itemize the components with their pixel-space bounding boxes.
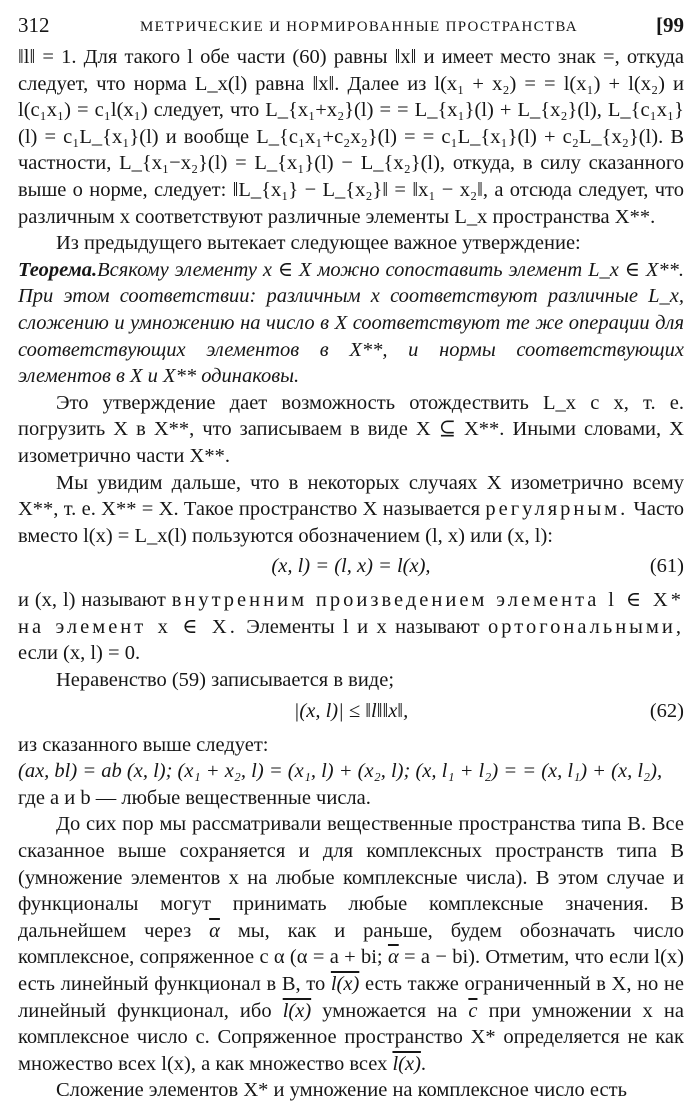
page-number: 312 <box>18 13 50 37</box>
complex-text-c: = a − bi). Отметим, что если l(x) есть линейный функционал в B, то <box>18 946 684 995</box>
equation-62-body: |(x, l)| ≤ ‖l‖‖x‖, <box>293 699 409 722</box>
page-header <box>18 10 684 44</box>
inner-product-text-a: и (x, l) называют <box>18 589 166 612</box>
running-title: МЕТРИЧЕСКИЕ И НОРМИРОВАННЫЕ ПРОСТРАНСТВА <box>140 19 578 35</box>
alpha-bar-symbol: $\overline{\alpha}$ <box>209 919 220 942</box>
orthogonal-term: ортогональными, <box>488 615 685 638</box>
regular-term: регулярным. <box>485 498 629 521</box>
complex-text-a: До сих пор мы рассматривали вещественные пространства типа B. Все сказанное выше сохраняется и для комплексных пространств типа B (умножение элементов x на любые комплексные числа). В этом случае и функционалы могут принимать любые комплексные значения. В дальнейшем через <box>18 813 684 942</box>
complex-text-e: умножается на <box>311 999 469 1022</box>
section-number: [99 <box>656 13 684 37</box>
complex-text-b: мы, как и раньше, будем обозначать число комплексное, сопряженное с α (α = a + bi; <box>18 919 684 969</box>
conjugate-functional-3: l(x) <box>392 1052 421 1075</box>
equation-61-number: (61) <box>649 555 684 578</box>
paragraph-norm-continuation: ‖l‖ = 1. Для такого l обе части (60) равны ‖x‖ и имеет место знак =, откуда следует, что норма L_x(l) равна ‖x‖. Далее из l(x₁ + x₂) = = l(x₁) + l(x₂) и l(c₁x₁) = c₁l(x₁) следует, что L_{x₁+x₂}(l) = = L_{x₁}(l) + L_{x₂}(l), L_{c₁x₁}(l) = c₁L_{x₁}(l) и вообще L_{c₁x₁+c₂x₂}(l) = = c₁L_{x₁}(l) + c₂L_{x₂}(l). В частности, L_{x₁−x₂}(l) = L_{x₁}(l) − L_{x₂}(l), откуда, в силу сказанного выше о норме, следует: ‖L_{x₁} − L_{x₂}‖ = ‖x₁ − x₂‖, а отсюда следует, что различным x соответствуют различные элементы L_x пространства X**. <box>18 46 684 228</box>
paragraph-addition: Сложение элементов X* и умножение на комплексное число есть <box>56 1079 627 1102</box>
regular-text-b: Часто вместо l(x) = L_x(l) пользуются обозначением (l, x) или (x, l): <box>18 498 685 547</box>
bilinear-identities: (ax, bl) = ab (x, l); (x₁ + x₂, l) = (x₁, l) + (x₂, l); (x, l₁ + l₂) = = (x, l₁) + (x, l₂), <box>18 760 663 783</box>
equation-61-body: (x, l) = (l, x) = l(x), <box>271 555 431 578</box>
paragraph-complex-spaces <box>18 811 684 1077</box>
conjugate-functional-2: l(x) <box>282 999 312 1022</box>
body-text <box>18 44 684 1104</box>
c-bar-symbol: $\overline{c}$ <box>468 999 478 1022</box>
paragraph-consequence: из сказанного выше следует: <box>18 733 269 756</box>
paragraph-inequality: Неравенство (59) записывается в виде; <box>56 669 395 692</box>
alpha-bar-symbol-2: $\overline{\alpha}$ <box>387 946 399 969</box>
theorem-paragraph <box>18 257 684 390</box>
inner-product-term: внутренним произведением элемента l ∈ X* на элемент x ∈ X. <box>18 589 684 638</box>
equation-62-number: (62) <box>649 699 684 722</box>
theorem-label: Теорема. <box>18 258 98 281</box>
theorem-text: Всякому элементу x ∈ X можно сопоставить элемент L_x ∈ X**. При этом соответствии: различным x соответствуют различные L_x, сложению и умножению на число в X соответствуют те же операции для соответствующих элементов в X**, и нормы соответствующих элементов в X и X** одинаковы. <box>18 258 684 388</box>
regular-text-a: Мы увидим дальше, что в некоторых случаях X изометрично всему X**, т. е. X** = X. Такое пространство X называется <box>18 471 684 521</box>
complex-text-d: есть также ограниченный в X, но не линейный функционал, ибо <box>18 973 685 1022</box>
complex-text-g: . <box>420 1052 427 1075</box>
book-page <box>18 10 684 1104</box>
inner-product-text-c: если (x, l) = 0. <box>18 642 141 665</box>
conjugate-functional-1: l(x) <box>330 973 360 995</box>
paragraph-real-numbers: где a и b — любые вещественные числа. <box>18 786 371 809</box>
complex-text-f: при умножении x на комплексное число c. Сопряженное пространство X* определяется не как множество всех l(x), а как множество всех <box>18 999 684 1075</box>
paragraph-inner-product <box>18 587 684 667</box>
equation-62 <box>18 694 684 732</box>
paragraph-lead-in: Из предыдущего вытекает следующее важное утверждение: <box>56 232 581 255</box>
equation-61 <box>18 549 684 587</box>
paragraph-embedding: Это утверждение дает возможность отождествить L_x с x, т. е. погрузить X в X**, что записываем в виде X ⊆ X**. Иными словами, X изометрично части X**. <box>18 391 684 467</box>
paragraph-regular <box>18 470 684 550</box>
inner-product-text-b: Элементы l и x называют <box>246 615 480 638</box>
